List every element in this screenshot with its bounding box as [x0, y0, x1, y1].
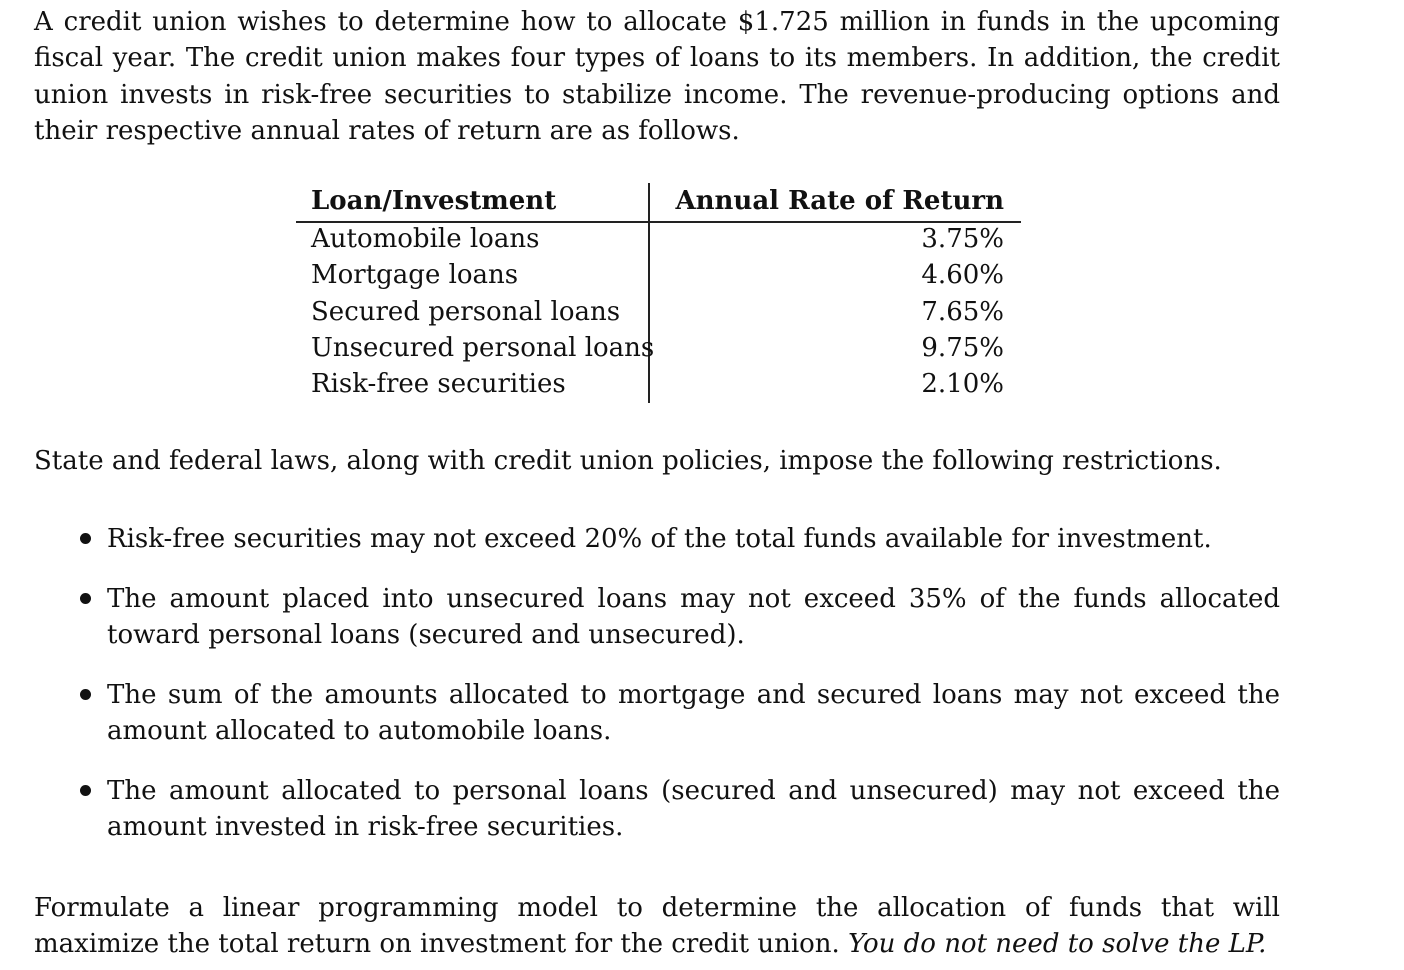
table-cell-rate: 3.75%	[921, 224, 1004, 254]
table-cell-rate: 4.60%	[921, 260, 1004, 291]
table-row	[296, 221, 1021, 257]
table-row	[296, 294, 1021, 330]
table-cell-name: Unsecured personal loans	[311, 332, 655, 363]
restriction-text: The amount placed into unsecured loans may not exceed 35% of the funds allocated toward personal loans (secured and unsecured).	[107, 584, 1280, 651]
table-cell-name: Automobile loans	[311, 224, 540, 254]
table-cell-rate: 2.10%	[921, 369, 1004, 400]
task-note-text: You do not need to solve the LP.	[848, 929, 1267, 960]
restrictions-intro: State and federal laws, along with credit union policies, impose the following restrictions.	[34, 446, 1222, 476]
intro-paragraph: A credit union wishes to determine how to allocate $1.725 million in funds in the upcoming fiscal year. The credit union makes four types of loans to its members. In addition, the credit union invests in risk-free securities to stabilize income. The revenue-producing options and their respective annual rates of return are as follows.	[34, 7, 1280, 146]
table-row	[296, 366, 1021, 402]
bullet-icon	[80, 689, 91, 700]
table-cell-rate: 7.65%	[921, 296, 1004, 327]
bullet-icon	[80, 593, 91, 604]
task-paragraph	[34, 890, 1280, 963]
rates-table	[296, 183, 1021, 403]
restriction-text: The amount allocated to personal loans (secured and unsecured) may not exceed the amount invested in risk-free securities.	[107, 776, 1280, 843]
task-main-text: Formulate a linear programming model to determine the allocation of funds that will maximize the total return on investment for the credit union.	[34, 893, 1280, 960]
bullet-icon	[80, 533, 91, 544]
table-cell-name: Secured personal loans	[311, 296, 621, 327]
table-header-loan-investment: Loan/Investment	[311, 186, 557, 216]
table-body	[296, 221, 1021, 402]
table-header-annual-rate: Annual Rate of Return	[675, 186, 1004, 216]
bullet-icon	[80, 785, 91, 796]
table-cell-name: Risk-free securities	[311, 369, 566, 400]
restriction-text: The sum of the amounts allocated to mortgage and secured loans may not exceed the amount allocated to automobile loans.	[107, 680, 1280, 747]
restriction-text: Risk-free securities may not exceed 20% of the total funds available for investment.	[107, 524, 1212, 554]
table-row	[296, 257, 1021, 293]
table-cell-name: Mortgage loans	[311, 260, 519, 291]
table-cell-rate: 9.75%	[921, 332, 1004, 363]
table-row	[296, 330, 1021, 366]
